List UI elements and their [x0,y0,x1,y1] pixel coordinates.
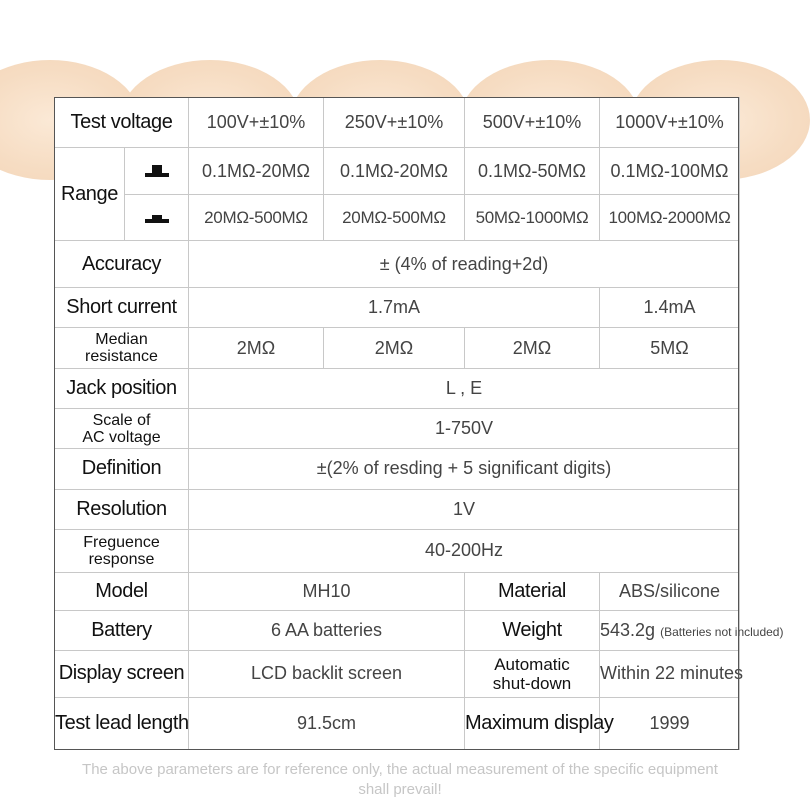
test-lead-label: Test lead length [55,697,189,749]
row-definition [55,449,740,489]
range-cell: 20MΩ-500MΩ [189,195,324,241]
row-jack-position [55,369,740,409]
frequence-value: 40-200Hz [189,529,740,572]
test-voltage-label: Test voltage [55,98,189,148]
range-cell: 100MΩ-2000MΩ [600,195,740,241]
spec-table [54,97,784,750]
footnote-line: shall prevail! [358,781,442,798]
range-label: Range [55,148,125,241]
row-accuracy [55,241,740,288]
definition-label: Definition [55,449,189,489]
resolution-value: 1V [189,489,740,529]
definition-value: ±(2% of resding + 5 significant digits) [189,449,740,489]
released-button-icon [145,213,169,223]
range-icon-cell [125,148,189,195]
footnote [40,760,760,800]
voltage-cell: 250V+±10% [324,98,465,148]
display-value: LCD backlit screen [189,650,465,697]
range-cell: 0.1MΩ-100MΩ [600,148,740,195]
max-display-value: 1999 [600,697,740,749]
range-cell: 0.1MΩ-50MΩ [465,148,600,195]
battery-value: 6 AA batteries [189,610,465,650]
median-cell: 5MΩ [600,328,740,369]
accuracy-value: ± (4% of reading+2d) [189,241,740,288]
row-test-lead [55,697,740,749]
label-line: Median [95,331,148,349]
label-line: response [88,550,155,568]
label-line: resistance [85,348,158,366]
range-cell: 0.1MΩ-20MΩ [189,148,324,195]
label-line: Scale of [92,411,151,429]
row-resolution [55,489,740,529]
model-label: Model [55,572,189,610]
row-range-1 [55,148,740,195]
range-icon-cell [125,195,189,241]
row-test-voltage [55,98,740,148]
median-cell: 2MΩ [465,328,600,369]
material-value: ABS/silicone [600,572,740,610]
median-cell: 2MΩ [324,328,465,369]
ac-scale-value: 1-750V [189,409,740,449]
weight-note: (Batteries not included) [660,624,784,639]
label-line: shut-down [492,673,572,693]
row-battery [55,610,740,650]
test-lead-value: 91.5cm [189,697,465,749]
auto-shutdown-value: Within 22 minutes [600,650,740,697]
range-cell: 20MΩ-500MΩ [324,195,465,241]
battery-label: Battery [55,610,189,650]
pressed-button-icon [145,167,169,177]
label-line: Automatic [494,654,570,674]
weight-value [600,610,784,650]
jack-position-value: L , E [189,369,740,409]
display-label: Display screen [55,650,189,697]
material-label: Material [465,572,600,610]
label-line: AC voltage [82,428,161,446]
accuracy-label: Accuracy [55,241,189,288]
frequence-label [55,529,189,572]
voltage-cell: 500V+±10% [465,98,600,148]
model-value: MH10 [189,572,465,610]
ac-scale-label [55,409,189,449]
voltage-cell: 1000V+±10% [600,98,740,148]
row-short-current [55,288,740,328]
footnote-line: The above parameters are for reference only, the actual measurement of the specific equipment [82,761,718,778]
row-range-2 [55,195,740,241]
median-cell: 2MΩ [189,328,324,369]
resolution-label: Resolution [55,489,189,529]
row-model [55,572,740,610]
range-cell: 50MΩ-1000MΩ [465,195,600,241]
row-frequence [55,529,740,572]
short-current-label: Short current [55,288,189,328]
weight-label: Weight [465,610,600,650]
label-line: Freguence [83,533,160,551]
row-ac-scale [55,409,740,449]
median-resistance-label [55,328,189,369]
range-cell: 0.1MΩ-20MΩ [324,148,465,195]
voltage-cell: 100V+±10% [189,98,324,148]
auto-shutdown-label [465,650,600,697]
weight-number: 543.2g [600,619,656,640]
short-current-value: 1.7mA [189,288,600,328]
jack-position-label: Jack position [55,369,189,409]
max-display-label: Maximum display [465,697,600,749]
row-display [55,650,740,697]
short-current-value: 1.4mA [600,288,740,328]
row-median-resistance [55,328,740,369]
